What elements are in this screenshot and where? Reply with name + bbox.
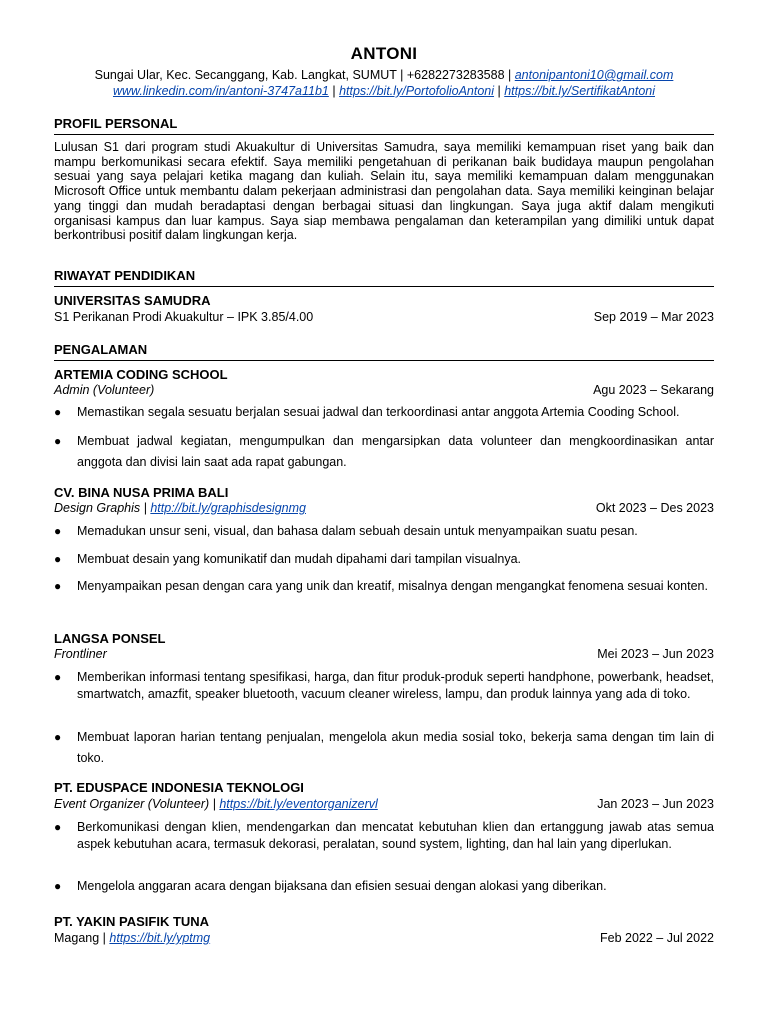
education-date: Sep 2019 – Mar 2023 bbox=[593, 310, 714, 324]
job-row bbox=[54, 501, 714, 515]
job-link[interactable]: http://bit.ly/graphisdesignmg bbox=[150, 501, 306, 515]
bullet-icon: ● bbox=[54, 434, 62, 448]
job-role: Frontliner bbox=[54, 647, 107, 661]
job-date: Feb 2022 – Jul 2022 bbox=[600, 931, 714, 945]
links-line bbox=[54, 84, 714, 98]
job-org: PT. YAKIN PASIFIK TUNA bbox=[54, 914, 210, 929]
job-org: LANGSA PONSEL bbox=[54, 631, 166, 646]
list-item: ● Memadukan unsur seni, visual, dan bahasa dalam sebuah desain untuk menyampaikan suatu pesan. bbox=[54, 521, 714, 542]
school-name: UNIVERSITAS SAMUDRA bbox=[54, 293, 211, 308]
degree: S1 Perikanan Prodi Akuakultur – IPK 3.85/4.00 bbox=[54, 310, 314, 324]
job-date: Mei 2023 – Jun 2023 bbox=[597, 647, 714, 661]
job-row bbox=[54, 797, 714, 811]
portfolio-link[interactable]: https://bit.ly/PortofolioAntoni bbox=[339, 84, 495, 98]
bullet-icon: ● bbox=[54, 579, 62, 593]
list-item: ● Membuat desain yang komunikatif dan mudah dipahami dari tampilan visualnya. bbox=[54, 549, 714, 570]
list-item: ● Berkomunikasi dengan klien, mendengarkan dan mencatat kebutuhan klien dan ertanggung jawab atas semua aspek kebutuhan acara, termasuk dekorasi, peralatan, sound system, lighting, dan hal lain yang diperlukan. bbox=[54, 820, 714, 851]
job-role: Event Organizer (Volunteer) | bbox=[54, 797, 220, 811]
bullet-icon: ● bbox=[54, 670, 62, 684]
job-date: Agu 2023 – Sekarang bbox=[593, 383, 714, 397]
contact-line bbox=[54, 68, 714, 82]
candidate-name: ANTONI bbox=[350, 44, 418, 63]
address-phone: Sungai Ular, Kec. Secanggang, Kab. Langkat, SUMUT | +6282273283588 | bbox=[94, 68, 515, 82]
list-item: ● Memberikan informasi tentang spesifikasi, harga, dan fitur produk-produk seperti handphone, powerbank, headset, smartwatch, amazfit, speaker bluetooth, vacuum cleaner wireless, lampu, dan produk lainnya yang ada di toko. bbox=[54, 670, 714, 701]
list-item: ● Menyampaikan pesan dengan cara yang unik dan kreatif, misalnya dengan mengangkat fenomena sesuai konten. bbox=[54, 576, 714, 597]
list-item: ● Memastikan segala sesuatu berjalan sesuai jadwal dan terkoordinasi antar anggota Artemia Cooding School. bbox=[54, 402, 714, 423]
job-org: CV. BINA NUSA PRIMA BALI bbox=[54, 485, 229, 500]
profile-text: Lulusan S1 dari program studi Akuakultur di Universitas Samudra, saya memiliki kemampuan riset yang baik dan mampu berkomunikasi secara efektif. Saya memiliki pengetahuan di perikanan baik budidaya maupun pengolahan sesuai yang saya pelajari ketika magang dan kuliah. Selain itu, saya memiliki kemampuan dalam menggunakan Microsoft Office untuk membantu dalam pekerjaan administrasi dan pengolahan data. Saya memiliki keinginan belajar yang tinggi dan mudah beradaptasi dengan berbagai situasi dan lingkungan. Saya juga aktif dalam mengikuti organisasi kampus dan luar kampus. Saya siap membawa pengalaman dan keterampilan yang dimiliki untuk dapat berkontribusi positif dalam lingkungan kerja. bbox=[54, 140, 714, 243]
job-role: Magang | bbox=[54, 931, 110, 945]
certificate-link[interactable]: https://bit.ly/SertifikatAntoni bbox=[504, 84, 655, 98]
linkedin-link[interactable]: www.linkedin.com/in/antoni-3747a11b1 bbox=[112, 84, 329, 98]
list-item: ● Membuat jadwal kegiatan, mengumpulkan dan mengarsipkan data volunteer dan mengkoordinasikan antar anggota dan divisi lain saat ada rapat gabungan. bbox=[54, 431, 714, 473]
job-row bbox=[54, 931, 714, 945]
job-role: Design Graphis | bbox=[54, 501, 151, 515]
list-item: ● Membuat laporan harian tentang penjualan, mengelola akun media sosial toko, bekerja sama dengan tim lain di toko. bbox=[54, 727, 714, 769]
job-link[interactable]: https://bit.ly/yptmg bbox=[109, 931, 211, 945]
bullet-icon: ● bbox=[54, 879, 62, 893]
job-row bbox=[54, 383, 714, 397]
section-education-heading: RIWAYAT PENDIDIKAN bbox=[54, 268, 714, 287]
email-link[interactable]: antonipantoni10@gmail.com bbox=[514, 68, 674, 82]
bullet-icon: ● bbox=[54, 820, 62, 834]
education-row bbox=[54, 310, 714, 324]
job-org: PT. EDUSPACE INDONESIA TEKNOLOGI bbox=[54, 780, 304, 795]
section-experience-heading: PENGALAMAN bbox=[54, 342, 714, 361]
link-separator: | bbox=[328, 84, 340, 98]
job-date: Okt 2023 – Des 2023 bbox=[595, 501, 714, 515]
list-item: ● Mengelola anggaran acara dengan bijaksana dan efisien sesuai dengan alokasi yang diberikan. bbox=[54, 876, 714, 897]
job-date: Jan 2023 – Jun 2023 bbox=[597, 797, 714, 811]
section-profile-heading: PROFIL PERSONAL bbox=[54, 116, 714, 135]
bullet-icon: ● bbox=[54, 552, 62, 566]
job-row bbox=[54, 647, 714, 661]
link-separator: | bbox=[494, 84, 505, 98]
job-org: ARTEMIA CODING SCHOOL bbox=[54, 367, 228, 382]
job-link[interactable]: https://bit.ly/eventorganizervl bbox=[219, 797, 378, 811]
job-role: Admin (Volunteer) bbox=[54, 383, 155, 397]
bullet-icon: ● bbox=[54, 524, 62, 538]
bullet-icon: ● bbox=[54, 730, 62, 744]
bullet-icon: ● bbox=[54, 405, 62, 419]
